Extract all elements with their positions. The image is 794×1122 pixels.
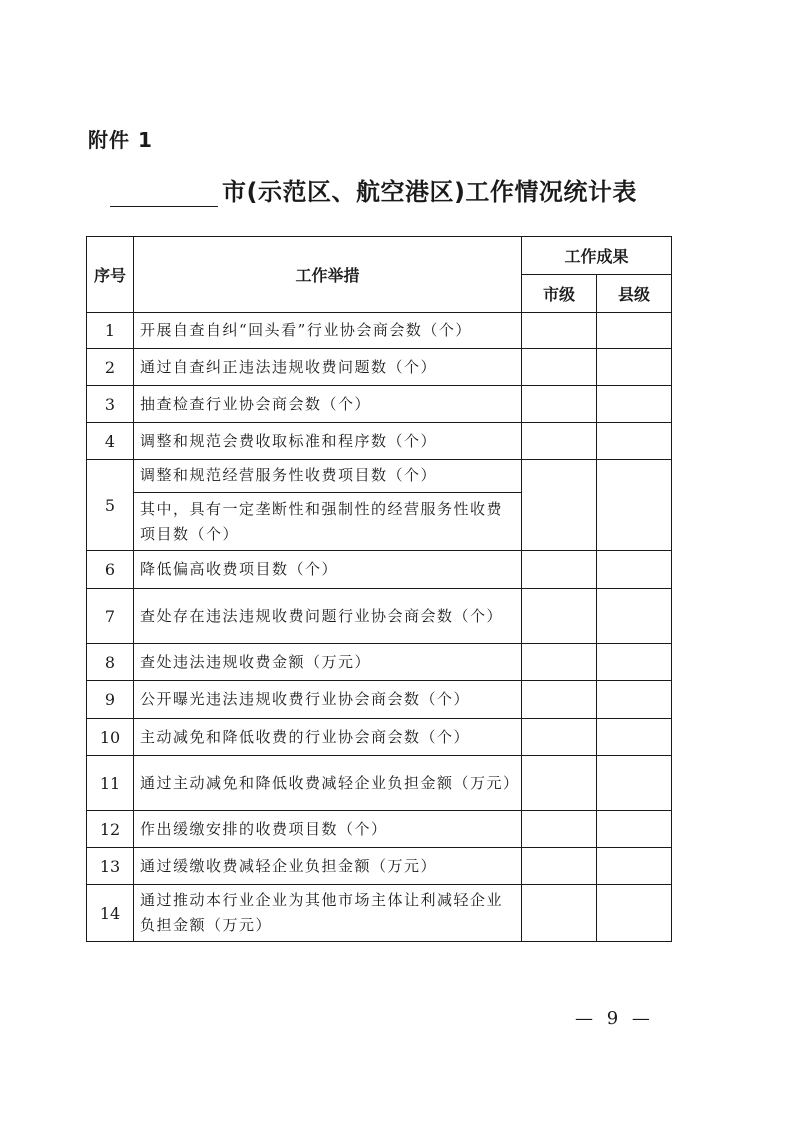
measure-text: 通过推动本行业企业为其他市场主体让利减轻企业负担金额（万元） — [140, 891, 504, 934]
county-value-cell[interactable] — [597, 644, 672, 681]
row-seq: 13 — [87, 848, 134, 885]
row-seq: 7 — [87, 589, 134, 644]
county-value-cell[interactable] — [597, 349, 672, 386]
city-value-cell[interactable] — [522, 349, 597, 386]
city-value-cell[interactable] — [522, 681, 597, 719]
city-value-cell[interactable] — [522, 386, 597, 423]
county-value-cell[interactable] — [597, 848, 672, 885]
table-row — [87, 719, 672, 756]
city-value-cell[interactable] — [522, 885, 597, 942]
row-measure — [134, 551, 522, 589]
county-value-cell[interactable] — [597, 885, 672, 942]
row-seq: 4 — [87, 423, 134, 460]
header-measure: 工作举措 — [134, 237, 522, 313]
sub-item-divider — [134, 492, 521, 493]
county-value-cell[interactable] — [597, 460, 672, 551]
measure-text: 查处违法违规收费金额（万元） — [140, 652, 372, 671]
city-value-cell[interactable] — [522, 423, 597, 460]
row-seq: 3 — [87, 386, 134, 423]
table-row — [87, 349, 672, 386]
row-seq: 10 — [87, 719, 134, 756]
county-value-cell[interactable] — [597, 681, 672, 719]
row-measure — [134, 313, 522, 349]
row-measure — [134, 719, 522, 756]
measure-text: 调整和规范会费收取标准和程序数（个） — [140, 431, 438, 450]
row-measure — [134, 811, 522, 848]
county-value-cell[interactable] — [597, 589, 672, 644]
city-value-cell[interactable] — [522, 313, 597, 349]
table-row — [87, 848, 672, 885]
document-title — [110, 172, 637, 207]
table-row — [87, 681, 672, 719]
county-value-cell[interactable] — [597, 551, 672, 589]
row-measure — [134, 756, 522, 811]
measure-text: 通过缓缴收费减轻企业负担金额（万元） — [140, 856, 438, 875]
row-measure — [134, 589, 522, 644]
table-row — [87, 551, 672, 589]
measure-text: 主动减免和降低收费的行业协会商会数（个） — [140, 727, 471, 746]
measure-text: 公开曝光违法违规收费行业协会商会数（个） — [140, 690, 471, 708]
city-name-blank — [110, 176, 218, 207]
measure-text: 通过主动减免和降低收费减轻企业负担金额（万元） — [140, 773, 520, 792]
measure-sub-text: 其中，具有一定垄断性和强制性的经营服务性收费项目数（个） — [140, 500, 504, 543]
table-row — [87, 885, 672, 942]
county-value-cell[interactable] — [597, 386, 672, 423]
row-seq: 12 — [87, 811, 134, 848]
table-row — [87, 423, 672, 460]
table-row — [87, 756, 672, 811]
county-value-cell[interactable] — [597, 811, 672, 848]
row-seq: 5 — [87, 460, 134, 551]
city-value-cell[interactable] — [522, 551, 597, 589]
row-measure — [134, 349, 522, 386]
row-seq: 14 — [87, 885, 134, 942]
measure-text: 作出缓缴安排的收费项目数（个） — [140, 819, 388, 838]
row-seq: 2 — [87, 349, 134, 386]
row-measure — [134, 644, 522, 681]
city-value-cell[interactable] — [522, 589, 597, 644]
row-seq: 8 — [87, 644, 134, 681]
city-value-cell[interactable] — [522, 644, 597, 681]
header-city: 市级 — [522, 275, 597, 313]
measure-text: 查处存在违法违规收费问题行业协会商会数（个） — [140, 606, 504, 625]
city-value-cell[interactable] — [522, 811, 597, 848]
city-value-cell[interactable] — [522, 756, 597, 811]
header-result: 工作成果 — [522, 237, 672, 275]
table-row — [87, 589, 672, 644]
statistics-table — [86, 236, 672, 942]
row-seq: 1 — [87, 313, 134, 349]
row-seq: 9 — [87, 681, 134, 719]
row-measure — [134, 423, 522, 460]
table-row — [87, 313, 672, 349]
row-measure — [134, 848, 522, 885]
header-county: 县级 — [597, 275, 672, 313]
city-value-cell[interactable] — [522, 460, 597, 551]
row-measure — [134, 681, 522, 719]
measure-text: 降低偏高收费项目数（个） — [140, 560, 339, 578]
county-value-cell[interactable] — [597, 423, 672, 460]
measure-text: 通过自查纠正违法违规收费问题数（个） — [140, 357, 438, 376]
row-measure — [134, 386, 522, 423]
county-value-cell[interactable] — [597, 756, 672, 811]
table-body — [87, 313, 672, 942]
page-number: — 9 — — [575, 1008, 654, 1029]
row-seq: 6 — [87, 551, 134, 589]
city-value-cell[interactable] — [522, 848, 597, 885]
header-seq: 序号 — [87, 237, 134, 313]
table-row — [87, 386, 672, 423]
table-row — [87, 811, 672, 848]
title-text: 市(示范区、航空港区)工作情况统计表 — [222, 178, 637, 206]
table-row — [87, 644, 672, 681]
measure-text: 调整和规范经营服务性收费项目数（个） — [140, 466, 438, 484]
row-measure — [134, 460, 522, 551]
measure-text: 开展自查自纠“回头看”行业协会商会数（个） — [140, 321, 472, 339]
city-value-cell[interactable] — [522, 719, 597, 756]
attachment-label: 附件 1 — [88, 128, 153, 152]
county-value-cell[interactable] — [597, 313, 672, 349]
row-seq: 11 — [87, 756, 134, 811]
table-row — [87, 460, 672, 551]
row-measure — [134, 885, 522, 942]
measure-text: 抽查检查行业协会商会数（个） — [140, 394, 372, 413]
county-value-cell[interactable] — [597, 719, 672, 756]
